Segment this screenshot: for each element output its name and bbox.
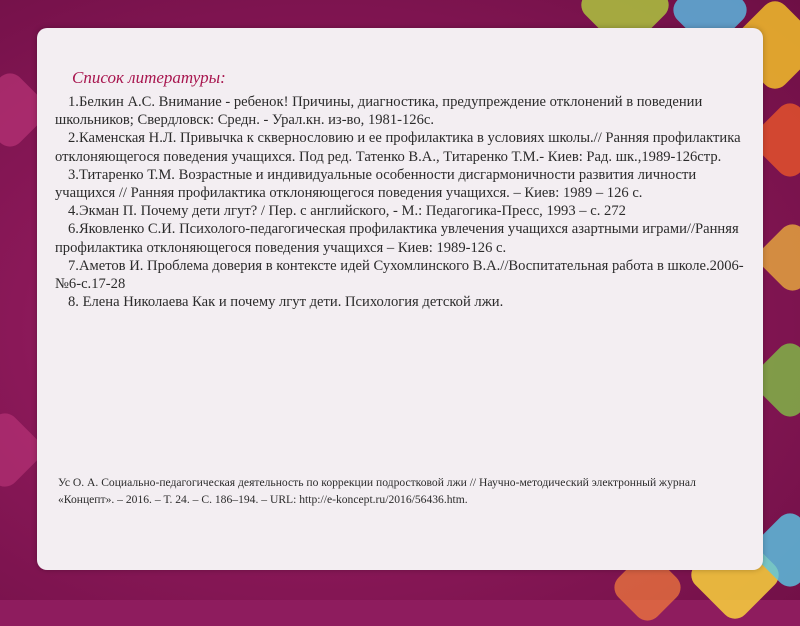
reference-item: 1.Белкин А.С. Внимание - ребенок! Причины, диагностика, предупреждение отклонений в поведении школьников; Свердловск: Средн. - Урал.кн. из-во, 1981-126с. xyxy=(55,94,703,129)
reference-item: 8. Елена Николаева Как и почему лгут дети. Психология детской лжи. xyxy=(68,294,504,311)
reference-item: 2.Каменская Н.Л. Привычка к сквернословию и ее профилактика в условиях школы.// Ранняя профилактика отклоняющегося поведения учащихся. Под ред. Татенко В.А., Титаренко Т.М.- Киев: Рад. шк.,1989-126стр. xyxy=(55,130,741,165)
slide-title: Список литературы: xyxy=(72,68,226,87)
reference-item: 7.Аметов И. Проблема доверия в контексте идей Сухомлинского В.А.//Воспитательная работа в школе.2006-№6-с.17-28 xyxy=(55,257,744,293)
reference-item: 6.Яковленко С.И. Психолого-педагогическая профилактика увлечения учащихся азартными играми//Ранняя профилактика отклоняющегося поведения учащихся – Киев: 1989-126 с. xyxy=(55,221,739,256)
reference-item: 4.Экман П. Почему дети лгут? / Пер. с английского, - М.: Педагогика-Пресс, 1993 – с. 272 xyxy=(68,203,626,220)
reference-item: 3.Титаренко Т.М. Возрастные и индивидуальные особенности дисгармоничности развития личности учащихся // Ранняя профилактика отклоняющегося поведения учащихся. – Киев: 1989 – 126 с. xyxy=(55,166,697,202)
source-citation: Ус О. А. Социально-педагогическая деятельность по коррекции подростковой лжи // Научно-методический электронный журнал «Концепт». – 2016. – Т. 24. – С. 186–194. – URL: http://e-koncept.ru/2016/56436.htm. xyxy=(58,476,696,506)
reference-list xyxy=(55,93,755,311)
